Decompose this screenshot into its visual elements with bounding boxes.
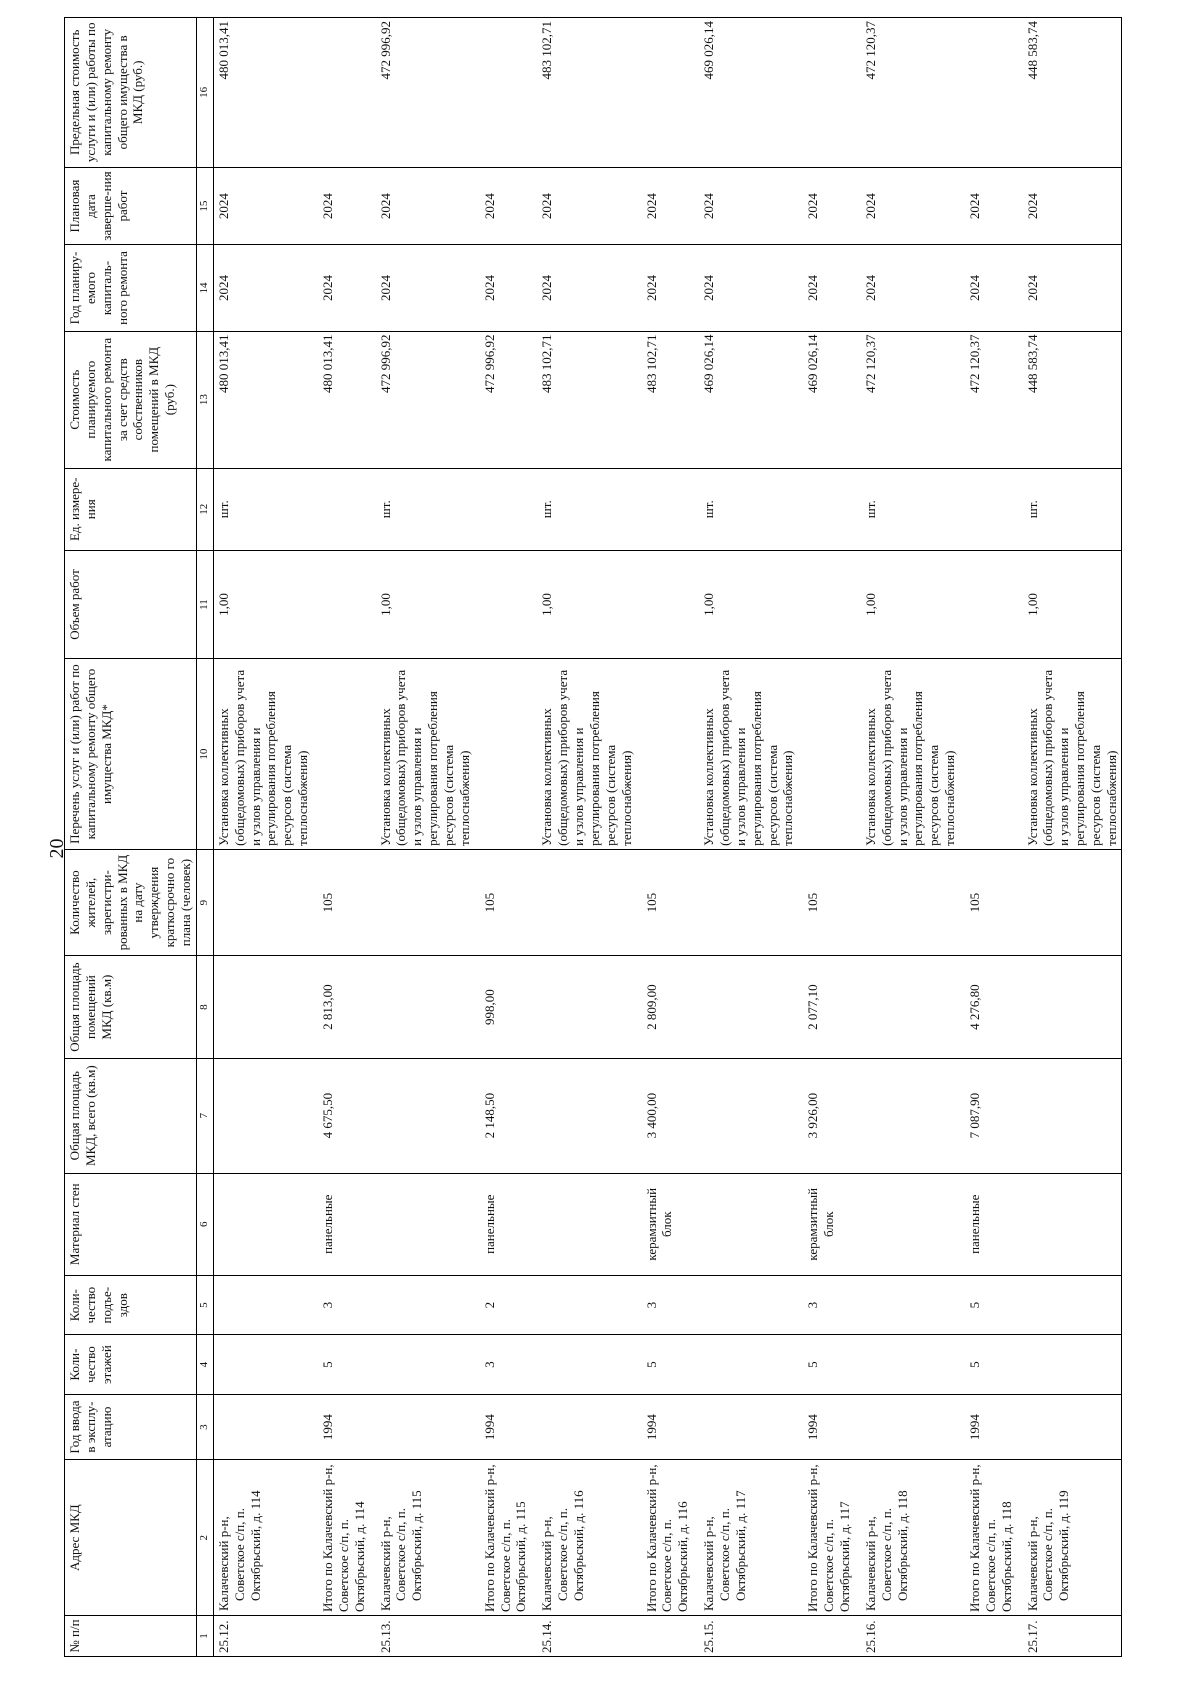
total-plan-year: 2024 xyxy=(474,245,538,331)
residents: 105 xyxy=(959,849,1023,956)
entrances: 3 xyxy=(636,1275,700,1334)
entrances: 3 xyxy=(797,1275,861,1334)
row-number: 25.12. xyxy=(213,1616,312,1657)
work-volume: 1,00 xyxy=(861,550,959,659)
row-number: 25.17. xyxy=(1023,1616,1122,1657)
end-date: 2024 xyxy=(1023,167,1122,245)
column-number-row xyxy=(196,18,213,1657)
total-row xyxy=(636,18,700,1657)
unit: шт. xyxy=(537,468,635,550)
header-cell: Общая площадь помещений МКД (кв.м) xyxy=(65,956,197,1058)
total-end-date: 2024 xyxy=(312,167,376,245)
header-cell: Стоимость планируемого капитального ремонта за счет средств собственников помещений в МКД (руб.) xyxy=(65,331,197,468)
column-number: 2 xyxy=(196,1460,213,1616)
address: Калачевский р-н, Советское с/п, п. Октябрьский, д. 117 xyxy=(699,1460,797,1616)
row-number: 25.15. xyxy=(699,1616,797,1657)
wall-material: керамзитный блок xyxy=(797,1173,861,1275)
table-row xyxy=(537,18,635,1657)
table-row xyxy=(213,18,312,1657)
unit: шт. xyxy=(213,468,312,550)
wall-material: панельные xyxy=(312,1173,376,1275)
cost: 472 120,37 xyxy=(861,331,959,468)
work-volume: 1,00 xyxy=(1023,550,1122,659)
total-plan-year: 2024 xyxy=(312,245,376,331)
cost: 472 996,92 xyxy=(376,331,474,468)
work-volume: 1,00 xyxy=(537,550,635,659)
header-cell: Общая площадь МКД, всего (кв.м) xyxy=(65,1058,197,1173)
plan-year: 2024 xyxy=(861,245,959,331)
address: Калачевский р-н, Советское с/п, п. Октябрьский, д. 114 xyxy=(213,1460,312,1616)
header-cell: Год планиру-емого капиталь-ного ремонта xyxy=(65,245,197,331)
area-premises: 998,00 xyxy=(474,956,538,1058)
total-end-date: 2024 xyxy=(797,167,861,245)
end-date: 2024 xyxy=(376,167,474,245)
column-number: 12 xyxy=(196,468,213,550)
floors: 5 xyxy=(959,1335,1023,1394)
cost: 480 013,41 xyxy=(213,331,312,468)
area-total: 7 087,90 xyxy=(959,1058,1023,1173)
unit: шт. xyxy=(1023,468,1122,550)
address: Калачевский р-н, Советское с/п, п. Октябрьский, д. 118 xyxy=(861,1460,959,1616)
column-number: 8 xyxy=(196,956,213,1058)
floors: 5 xyxy=(797,1335,861,1394)
total-cost: 480 013,41 xyxy=(312,331,376,468)
total-plan-year: 2024 xyxy=(797,245,861,331)
column-number: 9 xyxy=(196,849,213,956)
total-end-date: 2024 xyxy=(636,167,700,245)
entrances: 3 xyxy=(312,1275,376,1334)
entrances: 5 xyxy=(959,1275,1023,1334)
max-cost: 483 102,71 xyxy=(537,18,635,168)
header-cell: Перечень услуг и (или) работ по капитальному ремонту общего имущества МКД* xyxy=(65,659,197,850)
end-date: 2024 xyxy=(699,167,797,245)
area-total: 3 400,00 xyxy=(636,1058,700,1173)
end-date: 2024 xyxy=(861,167,959,245)
table-row xyxy=(1023,18,1122,1657)
total-end-date: 2024 xyxy=(474,167,538,245)
max-cost: 448 583,74 xyxy=(1023,18,1122,168)
header-cell: Год ввода в эксплу-атацию xyxy=(65,1394,197,1460)
year-built: 1994 xyxy=(312,1394,376,1460)
table-row xyxy=(861,18,959,1657)
header-cell: Материал стен xyxy=(65,1173,197,1275)
header-cell: Объем работ xyxy=(65,550,197,659)
total-plan-year: 2024 xyxy=(959,245,1023,331)
work-description: Установка коллективных (общедомовых) приборов учета и узлов управления и регулирования потребления ресурсов (система теплоснабжения) xyxy=(699,659,797,850)
column-number: 7 xyxy=(196,1058,213,1173)
total-row xyxy=(312,18,376,1657)
plan-year: 2024 xyxy=(1023,245,1122,331)
max-cost: 472 120,37 xyxy=(861,18,959,168)
max-cost: 480 013,41 xyxy=(213,18,312,168)
total-cost: 472 996,92 xyxy=(474,331,538,468)
address: Калачевский р-н, Советское с/п, п. Октябрьский, д. 115 xyxy=(376,1460,474,1616)
area-total: 3 926,00 xyxy=(797,1058,861,1173)
total-label: Итого по Калачевский р-н, Советское с/п, п. Октябрьский, д. 115 xyxy=(474,1460,538,1616)
column-number: 15 xyxy=(196,167,213,245)
end-date: 2024 xyxy=(537,167,635,245)
end-date: 2024 xyxy=(213,167,312,245)
total-label: Итого по Калачевский р-н, Советское с/п, п. Октябрьский, д. 114 xyxy=(312,1460,376,1616)
column-number: 3 xyxy=(196,1394,213,1460)
row-number: 25.16. xyxy=(861,1616,959,1657)
year-built: 1994 xyxy=(636,1394,700,1460)
address: Калачевский р-н, Советское с/п, п. Октябрьский, д. 119 xyxy=(1023,1460,1122,1616)
cost: 483 102,71 xyxy=(537,331,635,468)
floors: 3 xyxy=(474,1335,538,1394)
year-built: 1994 xyxy=(959,1394,1023,1460)
unit: шт. xyxy=(376,468,474,550)
column-number: 1 xyxy=(196,1616,213,1657)
plan-year: 2024 xyxy=(699,245,797,331)
area-premises: 2 077,10 xyxy=(797,956,861,1058)
floors: 5 xyxy=(636,1335,700,1394)
plan-year: 2024 xyxy=(213,245,312,331)
max-cost: 469 026,14 xyxy=(699,18,797,168)
header-cell: Коли-чество подъе-здов xyxy=(65,1275,197,1334)
row-number: 25.14. xyxy=(537,1616,635,1657)
total-label: Итого по Калачевский р-н, Советское с/п, п. Октябрьский, д. 117 xyxy=(797,1460,861,1616)
wall-material: панельные xyxy=(474,1173,538,1275)
header-cell: Плановая дата заверше-ния работ xyxy=(65,167,197,245)
residents: 105 xyxy=(312,849,376,956)
column-number: 13 xyxy=(196,331,213,468)
header-cell: Количество жителей, зарегистри-рованных в МКД на дату утверждения краткосрочно го плана (человек) xyxy=(65,849,197,956)
cost: 469 026,14 xyxy=(699,331,797,468)
year-built: 1994 xyxy=(474,1394,538,1460)
work-volume: 1,00 xyxy=(699,550,797,659)
wall-material: панельные xyxy=(959,1173,1023,1275)
column-number: 11 xyxy=(196,550,213,659)
column-number: 5 xyxy=(196,1275,213,1334)
work-description: Установка коллективных (общедомовых) приборов учета и узлов управления и регулирования потребления ресурсов (система теплоснабжения) xyxy=(1023,659,1122,850)
capital-repair-table xyxy=(64,17,1122,1657)
table-row xyxy=(376,18,474,1657)
entrances: 2 xyxy=(474,1275,538,1334)
residents: 105 xyxy=(797,849,861,956)
area-total: 2 148,50 xyxy=(474,1058,538,1173)
column-number: 14 xyxy=(196,245,213,331)
max-cost: 472 996,92 xyxy=(376,18,474,168)
total-row xyxy=(797,18,861,1657)
work-volume: 1,00 xyxy=(213,550,312,659)
area-premises: 2 813,00 xyxy=(312,956,376,1058)
plan-year: 2024 xyxy=(537,245,635,331)
total-plan-year: 2024 xyxy=(636,245,700,331)
header-cell: Ед. измере-ния xyxy=(65,468,197,550)
total-row xyxy=(474,18,538,1657)
column-number: 4 xyxy=(196,1335,213,1394)
column-number: 16 xyxy=(196,18,213,168)
header-cell: Предельная стоимость услуги и (или) работы по капитальному ремонту общего имущества в МКД (руб.) xyxy=(65,18,197,168)
total-cost: 483 102,71 xyxy=(636,331,700,468)
address: Калачевский р-н, Советское с/п, п. Октябрьский, д. 116 xyxy=(537,1460,635,1616)
work-description: Установка коллективных (общедомовых) приборов учета и узлов управления и регулирования потребления ресурсов (система теплоснабжения) xyxy=(861,659,959,850)
header-cell: Адрес МКД xyxy=(65,1460,197,1616)
area-premises: 2 809,00 xyxy=(636,956,700,1058)
wall-material: керамзитный блок xyxy=(636,1173,700,1275)
work-volume: 1,00 xyxy=(376,550,474,659)
header-cell: № п/п xyxy=(65,1616,197,1657)
column-number: 6 xyxy=(196,1173,213,1275)
year-built: 1994 xyxy=(797,1394,861,1460)
unit: шт. xyxy=(699,468,797,550)
plan-year: 2024 xyxy=(376,245,474,331)
header-cell: Коли-чество этажей xyxy=(65,1335,197,1394)
residents: 105 xyxy=(474,849,538,956)
work-description: Установка коллективных (общедомовых) приборов учета и узлов управления и регулирования потребления ресурсов (система теплоснабжения) xyxy=(376,659,474,850)
residents: 105 xyxy=(636,849,700,956)
total-row xyxy=(959,18,1023,1657)
total-cost: 472 120,37 xyxy=(959,331,1023,468)
work-description: Установка коллективных (общедомовых) приборов учета и узлов управления и регулирования потребления ресурсов (система теплоснабжения) xyxy=(537,659,635,850)
area-total: 4 675,50 xyxy=(312,1058,376,1173)
header-row xyxy=(65,18,197,1657)
page-number: 20 xyxy=(46,838,68,859)
table-row xyxy=(699,18,797,1657)
work-description: Установка коллективных (общедомовых) приборов учета и узлов управления и регулирования потребления ресурсов (система теплоснабжения) xyxy=(213,659,312,850)
area-premises: 4 276,80 xyxy=(959,956,1023,1058)
total-end-date: 2024 xyxy=(959,167,1023,245)
total-label: Итого по Калачевский р-н, Советское с/п, п. Октябрьский, д. 118 xyxy=(959,1460,1023,1616)
total-cost: 469 026,14 xyxy=(797,331,861,468)
floors: 5 xyxy=(312,1335,376,1394)
row-number: 25.13. xyxy=(376,1616,474,1657)
cost: 448 583,74 xyxy=(1023,331,1122,468)
unit: шт. xyxy=(861,468,959,550)
column-number: 10 xyxy=(196,659,213,850)
total-label: Итого по Калачевский р-н, Советское с/п, п. Октябрьский, д. 116 xyxy=(636,1460,700,1616)
